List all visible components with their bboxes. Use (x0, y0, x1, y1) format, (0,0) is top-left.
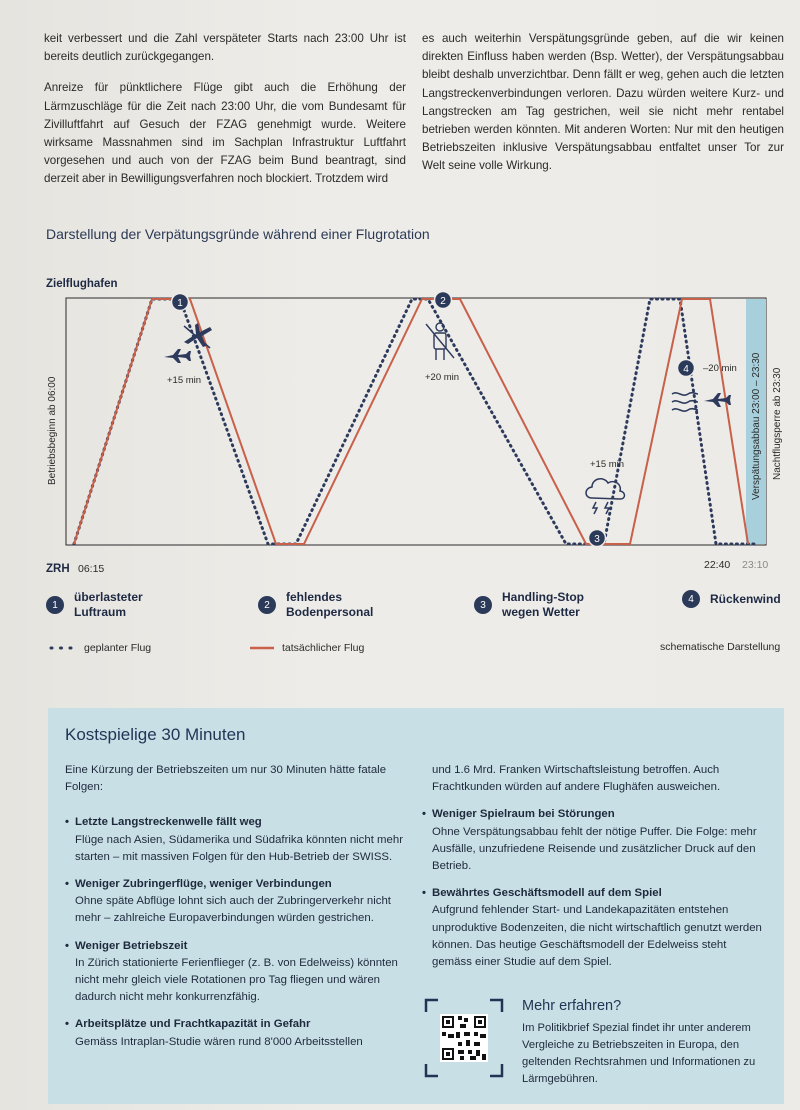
bullet-list (422, 806, 767, 971)
delay-label-3: +15 min (590, 459, 625, 470)
paragraph: keit verbessert und die Zahl verspäteter Starts nach 23:00 Uhr ist bereits deutlich zurückgegangen. (44, 32, 406, 64)
left-vertical-label: Betriebsbeginn ab 06:00 (47, 376, 58, 485)
box-continuation: und 1.6 Mrd. Franken Wirtschaftsleistung betroffen. Auch Frachtkunden würden auf andere Flughäfen ausweichen. (432, 764, 721, 794)
more-info-title: Mehr erfahren? (522, 998, 622, 1014)
box-intro: Eine Kürzung der Betriebszeiten um nur 30 Minuten hätte fatale Folgen: (65, 764, 387, 794)
airplane-icon (164, 349, 191, 363)
delay-label-1: +15 min (167, 375, 202, 386)
legend-planned-label: geplanter Flug (84, 642, 152, 654)
time-label-1: 22:40 (704, 559, 731, 571)
legend-item-4 (682, 590, 781, 608)
marker-1 (172, 294, 189, 311)
legend-item-3 (474, 590, 584, 620)
planned-line-swatch (48, 643, 78, 653)
legend-label: fehlendes Bodenpersonal (286, 590, 374, 619)
list-item: • Letzte Langstreckenwelle fällt weg Flüge nach Asien, Südamerika und Südafrika könnten nicht mehr starten – mit massiven Folgen für den Hub-Betrieb der SWISS. (65, 814, 405, 866)
legend-label: Handling-Stop wegen Wetter (502, 590, 584, 619)
paragraph: es auch weiterhin Verspätungsgründe geben, auf die wir keinen direkten Einfluss haben werden (Bsp. Wetter), der Verspätungsabbau bleibt deshalb unverzichtbar. Denn fällt er weg, gehen auch die letzten Langstreckenverbindungen verloren. Dazu würden weitere Kurz- und Langstrecken am Tag gestrichen, weil sie nicht mehr rentabel betrieben werden könnten. Mit anderen Worten: Nur mit den heutigen Betriebszeiten inklusive Verspätungsabbau entfaltet unser Tor zur Welt seine volle Wirkung. (422, 32, 784, 173)
legend-item-2 (258, 590, 373, 620)
list-item: • Weniger Spielraum bei Störungen Ohne Verspätungsabbau fehlt der nötige Puffer. Die Folge: mehr Ausfälle, unzufriedene Reisende und zusätzlicher Druck auf den Betrieb. (422, 806, 767, 875)
actual-line-swatch (250, 643, 276, 653)
list-item: • Weniger Betriebszeit In Zürich stationierte Ferienflieger (z. B. von Edelweiss) könnten nicht mehr gleich viele Rotationen pro Tag fliegen und wären dadurch nicht mehr konkurrenzfähig. (65, 938, 405, 1007)
time-label-2: 23:10 (742, 559, 769, 571)
time-label-start: 06:15 (78, 563, 105, 575)
box-column-left (65, 762, 405, 1061)
list-item: • Arbeitsplätze und Frachtkapazität in Gefahr Gemäss Intraplan-Studie wären rund 8'000 Arbeitsstellen (65, 1016, 405, 1050)
svg-text:3: 3 (594, 534, 600, 545)
airplane-crossed-icon (184, 323, 212, 348)
chart-title: Darstellung der Verpätungsgründe während einer Flugrotation (46, 226, 430, 242)
actual-flight-line (74, 299, 748, 544)
y-bottom-label: ZRH (46, 563, 70, 575)
qr-code[interactable] (424, 998, 504, 1078)
y-top-label: Zielflughafen (46, 278, 118, 290)
band-label-2: Nachtflugsperre ab 23:30 (772, 367, 783, 480)
thunderstorm-icon (586, 479, 625, 514)
svg-text:1: 1 (177, 298, 183, 309)
svg-text:4: 4 (683, 364, 689, 375)
box-title: Kostspielige 30 Minuten (65, 725, 246, 744)
delay-label-4: –20 min (703, 363, 737, 374)
legend-number: 1 (46, 596, 64, 614)
legend-number: 3 (474, 596, 492, 614)
marker-3 (589, 530, 606, 547)
paragraph: Anreize für pünktlichere Flüge gibt auch die Erhöhung der Lärmzuschläge für die Zeit nach 23:00 Uhr, die vom Bundesamt für Zivilluftfahrt auf Gesuch der FZAG genehmigt wurde. Weitere wirksame Massnahmen sind im Sachplan Infrastruktur Luftfahrt vorgesehen und auch von der FZAG beim Bund beantragt, sind derzeit aber in Bewilligungsverfahren noch blockiert. Trotzdem wird (44, 81, 406, 186)
marker-2 (435, 292, 452, 309)
legend-actual-label: tatsächlicher Flug (282, 642, 365, 654)
more-info-text: Im Politikbrief Spezial findet ihr unter anderem Vergleiche zu Betriebszeiten in Europa, den geltenden Rechtsrahmen und Informationen zu Lärmgebühren. (522, 1022, 756, 1085)
legend-label: Rückenwind (710, 591, 781, 606)
legend-label: überlasteter Luftraum (74, 590, 143, 619)
band-label-1: Verspätungsabbau 23:00 – 23:30 (751, 352, 762, 500)
diagram-frame (66, 298, 766, 545)
list-item: • Weniger Zubringerflüge, weniger Verbindungen Ohne späte Abflüge lohnt sich auch der Zubringerverkehr nicht mehr – zahlreiche Europaverbindungen würden gestrichen. (65, 876, 405, 928)
legend-number: 4 (682, 590, 700, 608)
box-column-right (422, 762, 767, 981)
bullet-list (65, 814, 405, 1050)
list-item: • Bewährtes Geschäftsmodell auf dem Spiel Aufgrund fehlender Start- und Landekapazitäten entstehen unproduktive Bodenzeiten, die nicht wirtschaftlich genutzt werden können. Das heutige Geschäftsmodell der Edelweiss steht gemäss einer Studie auf dem Spiel. (422, 885, 767, 971)
svg-text:2: 2 (440, 296, 446, 307)
marker-4 (678, 360, 695, 377)
diagram-note: schematische Darstellung (660, 641, 781, 653)
delay-label-2: +20 min (425, 372, 460, 383)
legend-number: 2 (258, 596, 276, 614)
no-ground-staff-icon (426, 323, 454, 360)
legend-item-1 (46, 590, 143, 620)
